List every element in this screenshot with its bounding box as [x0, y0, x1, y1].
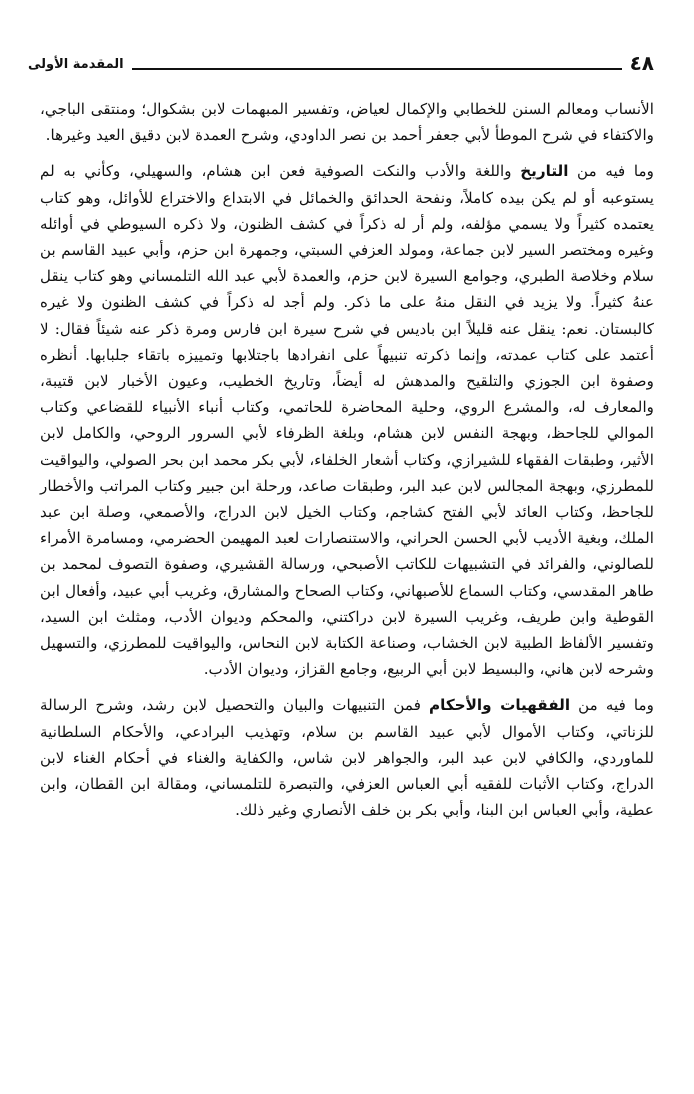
paragraph-lead: وما فيه من: [568, 162, 655, 181]
header-rule: [132, 68, 622, 70]
section-keyword-fiqh: الفقهيات والأحكام: [429, 696, 571, 715]
paragraph-1: [40, 96, 654, 148]
paragraph-text: فمن التنبيهات والبيان والتحصيل لابن رشد، وشرح الرسالة للزناتي، وكتاب الأموال لأبي عبيد القاسم بن سلام، وتهذيب البرادعي، والأحكام السلطانية للماوردي، والكافي لابن عبد البر، والجواهر لابن شاس، والكفاية والغناء في أحكام الغناء لابن الدراج، وكتاب الأثبات للفقيه أبي العباس العزفي، والتبصرة للتلمساني، ومقالة ابن القطان، وابن عطية، وأبي العباس ابن البنا، وأبي بكر بن خلف الأنصاري وغير ذلك.: [40, 696, 654, 820]
paragraph-2: [40, 158, 654, 682]
page-number: ٤٨: [629, 51, 654, 75]
body-text: [40, 96, 654, 833]
paragraph-text: الأنساب ومعالم السنن للخطابي والإكمال لعياض، وتفسير المبهمات لابن بشكوال؛ ومنتقى الباجي، والاكتفاء في شرح الموطأ لأبي جعفر أحمد بن نصر الداودي، وشرح العمدة لابن دقيق العيد وغيرها.: [40, 100, 654, 145]
paragraph-3: [40, 692, 654, 823]
section-keyword-history: التاريخ: [520, 162, 569, 181]
paragraph-lead: وما فيه من: [570, 696, 654, 715]
chapter-title: المقدمة الأولى: [28, 57, 124, 72]
running-header: [28, 44, 654, 74]
paragraph-text: واللغة والأدب والنكت الصوفية فعن ابن هشام، والسهيلي، وكأني به لم يستوعبه أو لم يكن بيده كاملاً، ونفحة الحدائق والخمائل في الابتداع والاختراع للأوائل، وهو كتاب يعتمده كثيراً ولا يسمي مؤلفه، ولم أر له ذكراً في كشف الظنون، ولا ذكره السيوطي في أوائله وغيره ومختصر السير لابن جماعة، ومولد العزفي السبتي، وجمهرة ابن حزم، وأبي عبيد القاسم بن سلام وخلاصة الطبري، وجوامع السيرة لابن حزم، والعمدة لأبي عبد الله التلمساني وهو كتاب ينقل عنهُ كثيراً. ولا يزيد في النقل منهُ على ما ذكر. ولم أجد له ذكراً في كشف الظنون ولا غيره كالبستان. نعم: ينقل عنه قليلاً ابن باديس في شرح سيرة ابن فارس ومرة ذكر عنه شيئاً فقال: لا أعتمد على كتاب عمدته، وإنما ذكرته تنبيهاً على انفرادها باجتلابها وتمييزه باتقاء جلبابها. أنظره وصفوة ابن الجوزي والتلقيح والمدهش له أيضاً، وتاريخ الخطيب، وعيون الأخبار لابن قتيبة، والمعارف له، والمشرع الروي، وحلية المحاضرة للحاتمي، وكتاب أنباء الأنبياء للقضاعي وكتاب الموالي للجاحظ، وبهجة النفس لابن هشام، وبلغة الظرفاء لأبي السرور الروحي، والكامل لابن الأثير، وطبقات الفقهاء للشيرازي، وكتاب أشعار الخلفاء، لأبي بكر محمد ابن بحر الصولي، واليواقيت للمطرزي، وبهجة المجالس لابن عبد البر، وطبقات صاعد، ورحلة ابن جبير وكتاب المراتب والأخطار للجاحظ، وكتاب العائد لأبي الفتح كشاجم، وكتاب الخيل لابن الدراج، والأصمعي، وصلة ابن عبد الملك، وبغية الأديب لأبي الحسن الحراني، والاستنصارات لعبد المهيمن الحضرمي، ومسامرة الأمراء للصالوني، والفرائد في التشبيهات للكاتب الأصبحي، ورسالة القشيري، وصفوة التصوف لمحمد بن طاهر المقدسي، وكتاب السماع للأصبهاني، وكتاب الصحاح والمشارق، وغريب أبي عبيد، وأفعال ابن القوطية وابن طريف، وغريب السيرة لابن دراكتني، والمحكم وديوان الأدب، ومثلث ابن السيد، وتفسير الألفاظ الطبية لابن الخشاب، وصناعة الكتابة لابن النحاس، واليواقيت للمطرزي، والتسهيل وشرحه لابن هاني، والبسيط لابن أبي الربيع، وجامع القزاز، وديوان الأدب.: [40, 162, 654, 679]
